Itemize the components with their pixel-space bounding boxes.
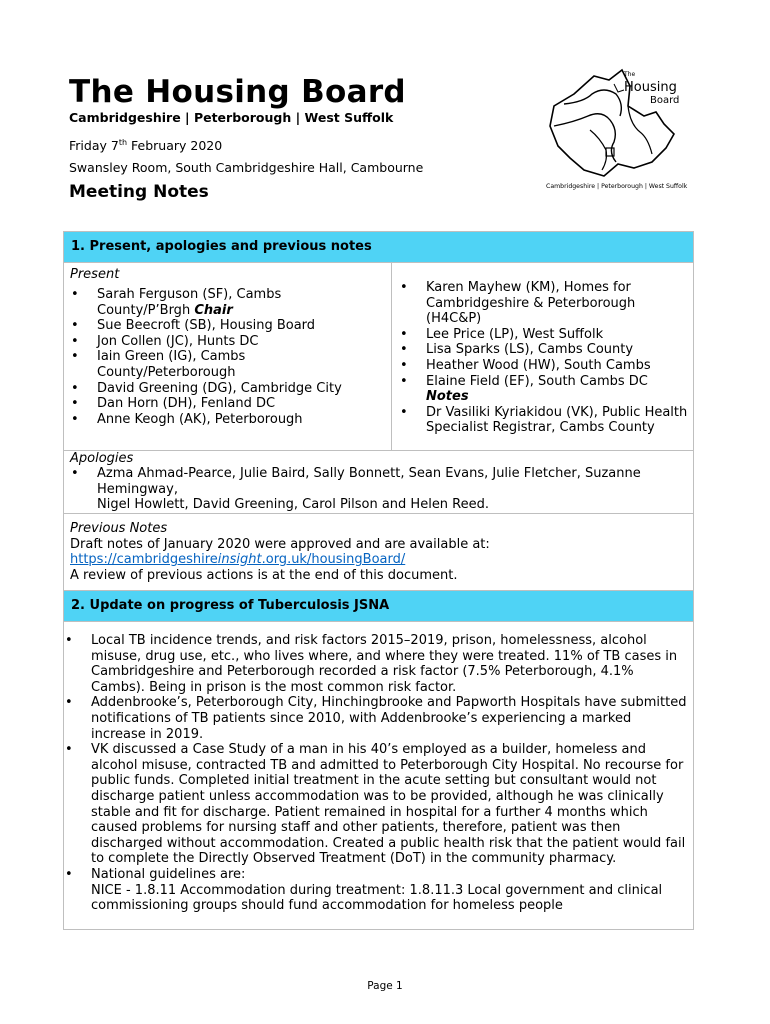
attendee: • Karen Mayhew (KM), Homes for Cambridgeshire & Peterborough (H4C&P) bbox=[399, 280, 689, 327]
attendee: • Lisa Sparks (LS), Cambs County bbox=[399, 342, 689, 358]
attendee: • Dan Horn (DH), Fenland DC bbox=[70, 396, 370, 412]
meeting-date: Friday 7th February 2020 bbox=[69, 138, 223, 154]
attendee: • Lee Price (LP), West Suffolk bbox=[399, 327, 689, 343]
apologies-list bbox=[70, 466, 650, 513]
attendee: • Elaine Field (EF), South Cambs DC Notes bbox=[399, 374, 689, 405]
document-title: The Housing Board bbox=[69, 74, 406, 110]
attendee: • Jon Collen (JC), Hunts DC bbox=[70, 334, 370, 350]
section-2-heading: 2. Update on progress of Tuberculosis JSNA bbox=[64, 591, 693, 621]
previous-notes-label: Previous Notes bbox=[70, 521, 168, 536]
tb-update-list bbox=[64, 633, 689, 914]
attendee: • Sue Beecroft (SB), Housing Board bbox=[70, 318, 370, 334]
section-1-heading: 1. Present, apologies and previous notes bbox=[64, 232, 693, 262]
apologies-item: • Azma Ahmad-Pearce, Julie Baird, Sally Bonnett, Sean Evans, Julie Fletcher, Suzanne Hemingway, Nigel Howlett, David Greening, Carol Pilson and Helen Reed. bbox=[70, 466, 650, 513]
logo-board: Board bbox=[650, 95, 680, 106]
attendee: • Dr Vasiliki Kyriakidou (VK), Public Health Specialist Registrar, Cambs County bbox=[399, 405, 689, 436]
nice-guideline: NICE - 1.8.11 Accommodation during treatment: 1.8.11.3 Local government and clinical commissioning groups should fund accommodation for homeless people bbox=[91, 882, 663, 914]
tb-bullet: • Local TB incidence trends, and risk factors 2015–2019, prison, homelessness, alcohol misuse, drug use, etc., who lives where, and where they were treated. 11% of TB cases in Cambridgeshire and Peterborough recorded a risk factor (7.5% Peterborough, 4.1% Cambs). Being in prison is the most common risk factor. bbox=[64, 633, 689, 695]
attendee: • Sarah Ferguson (SF), Cambs County/P’Brgh Chair bbox=[70, 287, 370, 318]
tb-bullet: • National guidelines are: NICE - 1.8.11 Accommodation during treatment: 1.8.11.3 Local government and clinical commissioning groups should fund accommodation for homeless people bbox=[64, 867, 689, 914]
meeting-location: Swansley Room, South Cambridgeshire Hall, Cambourne bbox=[69, 160, 424, 175]
logo-the: The bbox=[624, 71, 636, 78]
housing-board-link[interactable]: https://cambridgeshireinsight.org.uk/housingBoard/ bbox=[70, 552, 406, 567]
present-label: Present bbox=[70, 267, 120, 282]
attendee: • Iain Green (IG), Cambs County/Peterborough bbox=[70, 349, 370, 380]
meeting-notes-heading: Meeting Notes bbox=[69, 182, 209, 202]
housing-board-logo bbox=[544, 64, 694, 190]
tb-bullet: • VK discussed a Case Study of a man in his 40’s employed as a builder, homeless and alcohol misuse, contracted TB and admitted to Peterborough City Hospital. No recourse for public funds. Completed initial treatment in the acute setting but consultant would not discharge patient unless accommodation was to be provided, although he was clinically stable and fit for discharge. Patient remained in hospital for a further 4 months which caused problems for nursing staff and other patients, therefore, patient was then discharged without accommodation. Created a public health risk that the patient would fail to complete the Directly Observed Treatment (DoT) in the community pharmacy. bbox=[64, 742, 689, 867]
section-present-apologies bbox=[63, 231, 694, 591]
logo-tagline: Cambridgeshire | Peterborough | West Suffolk bbox=[546, 183, 688, 190]
review-text: A review of previous actions is at the end of this document. bbox=[70, 568, 458, 583]
attendee: • Heather Wood (HW), South Cambs bbox=[399, 358, 689, 374]
tb-bullet: • Addenbrooke’s, Peterborough City, Hinchingbrooke and Papworth Hospitals have submitted notifications of TB patients since 2010, with Addenbrooke’s experiencing a marked increase in 2019. bbox=[64, 695, 689, 742]
previous-notes-text: Draft notes of January 2020 were approved and are available at: bbox=[70, 537, 490, 552]
logo-housing: Housing bbox=[624, 80, 677, 95]
section-tb-jsna bbox=[63, 590, 694, 930]
apologies-label: Apologies bbox=[70, 451, 134, 466]
attendee: • David Greening (DG), Cambridge City bbox=[70, 381, 370, 397]
present-list-left bbox=[70, 287, 370, 427]
present-list-right bbox=[399, 280, 689, 436]
document-subtitle: Cambridgeshire | Peterborough | West Suffolk bbox=[69, 110, 394, 125]
page-number: Page 1 bbox=[367, 980, 403, 992]
attendee: • Anne Keogh (AK), Peterborough bbox=[70, 412, 370, 428]
